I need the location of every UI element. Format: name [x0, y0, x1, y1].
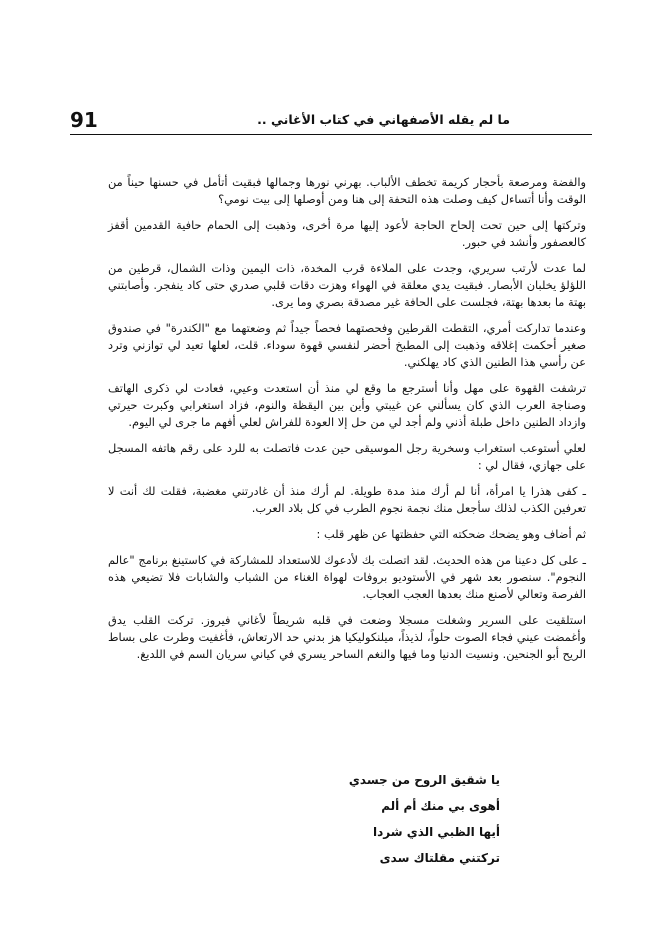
paragraph: ـ على كل دعينا من هذه الحديث. لقد اتصلت بك لأدعوك للاستعداد للمشاركة في كاستينغ برنامج "عالم النجوم". سنصور بعد شهر في الأستوديو بروفات لهواة الغناء من الشباب والشابات فلا تضيعي هذه الفرصة وتعالي لأصنع منك بعدها العجب العجاب. — [108, 553, 586, 601]
paragraph: وتركتها إلى حين تحت إلحاح الحاجة لأعود إليها مرة أخرى، وذهبت إلى الحمام حافية القدمين أقفز كالعصفور وأنشد في حبور. — [108, 218, 586, 249]
poem-line: أهوى بي منك أم ألم — [381, 799, 500, 813]
paragraph: وعندما تداركت أمري، التقطت القرطين وفحصتهما فحصاً جيداً ثم وضعتهما مع "الكندرة" في صندوق صغير أحكمت إغلاقه وذهبت إلى المطبخ أحضر لنفسي قهوة سوداء. قلت، لعلها تعيد لي توازني وترد عن رأسي هذا الطنين الذي كاد يهلكني. — [108, 321, 586, 369]
header-rule — [70, 134, 592, 135]
running-title: ما لم يقله الأصفهاني في كتاب الأغاني .. — [257, 112, 510, 127]
page-number: 91 — [70, 108, 98, 132]
poem-line: أيها الظبي الذي شردا — [372, 825, 500, 839]
paragraph: لما عدت لأرتب سريري، وجدت على الملاءة قرب المخدة، ذات اليمين وذات الشمال، قرطين من اللؤلؤ يخلبان الأبصار. فبقيت يدي معلقة في الهواء وهزت دقات قلبي صدري حتى كاد ينفجر. وأصابتني بهتة ما بعدها بهتة، فجلست على الحافة غير مصدقة بصري وما يرى. — [108, 261, 586, 309]
poem-line: يا شقيق الروح من جسدي — [348, 773, 500, 787]
poem-line: تركتني مقلتاك سدى — [379, 851, 500, 865]
poem-block — [230, 770, 500, 874]
paragraph: والفضة ومرصعة بأحجار كريمة تخطف الألباب. بهرني نورها وجمالها فبقيت أتأمل في حسنها حيناً من الوقت وأنا أتساءل كيف وصلت هذه التحفة إلى هنا ومن أوصلها إلى بيت نومي؟ — [108, 175, 586, 206]
page-header — [70, 108, 510, 132]
paragraph: ترشفت القهوة على مهل وأنا أسترجع ما وقع لي منذ أن استعدت وعيي، فعادت لي ذكرى الهاتف وصناجة العرب الذي كان يسألني عن غيبتي وأين بين اليقظة والنوم، فزاد استغرابي وكبرت حيرتي وازداد الطنين داخل طبلة أذني ولم أجد لي من حل إلا العودة للفراش لعلي أفهم ما جرى لي اليوم. — [108, 381, 586, 429]
paragraph: لعلي أستوعب استغراب وسخرية رجل الموسيقى حين عدت فاتصلت به للرد على رقم هاتفه المسجل على جهازي، فقال لي : — [108, 441, 586, 472]
body-text — [108, 174, 586, 672]
paragraph: استلقيت على السرير وشغلت مسجلا وضعت في قلبه شريطاً لأغاني فيروز. تركت القلب يدق وأغمضت عيني فجاء الصوت حلواً، لذيذاً، ميلنكوليكيا هز بدني حد الارتعاش، فأغفيت وطرت على بساط الريح أبو الجنحين. ونسيت الدنيا وما فيها والنغم الساحر يسري في كياني سريان السم في اللديغ. — [108, 613, 586, 661]
paragraph: ثم أضاف وهو يضحك ضحكته التي حفظتها عن ظهر قلب : — [316, 527, 586, 541]
paragraph: ـ كفى هذرا يا امرأة، أنا لم أرك منذ مدة طويلة. لم أرك منذ أن غادرتني مغضبة، فقلت لك أنت لا تعرفين الكذب لذلك سأجعل منك نجمة نجوم الطرب في كل بلاد العرب. — [108, 484, 586, 515]
